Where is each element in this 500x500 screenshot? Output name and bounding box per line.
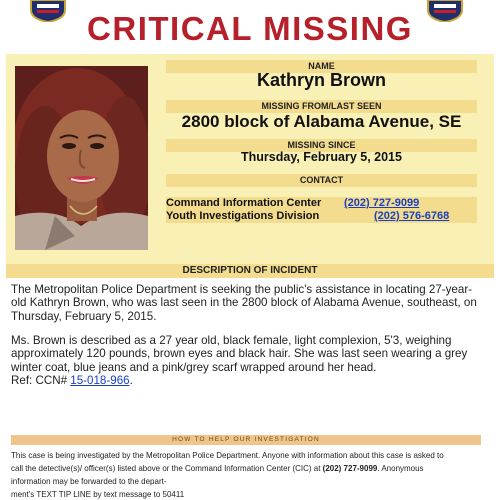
footer-text-2: . Anonymous information may be forwarded to the depart- (11, 463, 424, 486)
ccn-link[interactable]: 15-018-966 (70, 374, 130, 388)
description-paragraph: The Metropolitan Police Department is seeking the public's assistance in locating 27-year-old Kathryn Brown, who was last seen in the 2800 block of Alabama Avenue, southeast, on Thursday, February 5, 2015. (11, 283, 477, 323)
poster-title: CRITICAL MISSING (87, 10, 413, 47)
person-name: Kathryn Brown (256, 70, 386, 90)
missing-since-date: Thursday, February 5, 2015 (241, 150, 402, 164)
contact-label: CONTACT (299, 175, 344, 185)
missing-since-label: MISSING SINCE (287, 140, 356, 150)
footer-text-3: ment's TEXT TIP LINE by text message to 50411 (11, 489, 185, 499)
missing-person-photo (15, 66, 148, 250)
ccn-prefix: Ref: CCN# (11, 374, 71, 388)
footer-paragraph (11, 449, 454, 500)
help-heading: HOW TO HELP OUR INVESTIGATION (11, 435, 481, 445)
contact-row (166, 197, 477, 210)
contact-org: Youth Investigations Division (166, 210, 320, 222)
ccn-suffix: . (129, 374, 133, 388)
footer-text-1: This case is being investigated by the Metropolitan Police Department. Anyone with information about this case is asked to call the detective(s)/ officer(s) listed above or the Command Information Center (CIC) at (11, 450, 444, 473)
footer-phone: (202) 727-9099 (322, 463, 378, 473)
description-text: Ms. Brown is described as a 27 year old, black female, light complexion, 5'3, weighing approximately 120 pounds, brown eyes and black hair. She was last seen wearing a grey winter coat, blue jeans and a pink/grey scarf wrapped around her head. (11, 334, 468, 374)
contact-phone-link[interactable]: (202) 727-9099 (344, 197, 420, 209)
description-paragraph (11, 334, 487, 388)
contact-org: Command Information Center (166, 197, 322, 209)
name-label: NAME (308, 61, 335, 71)
contact-phone-link[interactable]: (202) 576-6768 (374, 210, 450, 222)
description-heading: DESCRIPTION OF INCIDENT (6, 264, 494, 278)
contact-row (166, 210, 477, 223)
missing-from-location: 2800 block of Alabama Avenue, SE (181, 112, 462, 131)
missing-from-label: MISSING FROM/LAST SEEN (261, 101, 382, 111)
